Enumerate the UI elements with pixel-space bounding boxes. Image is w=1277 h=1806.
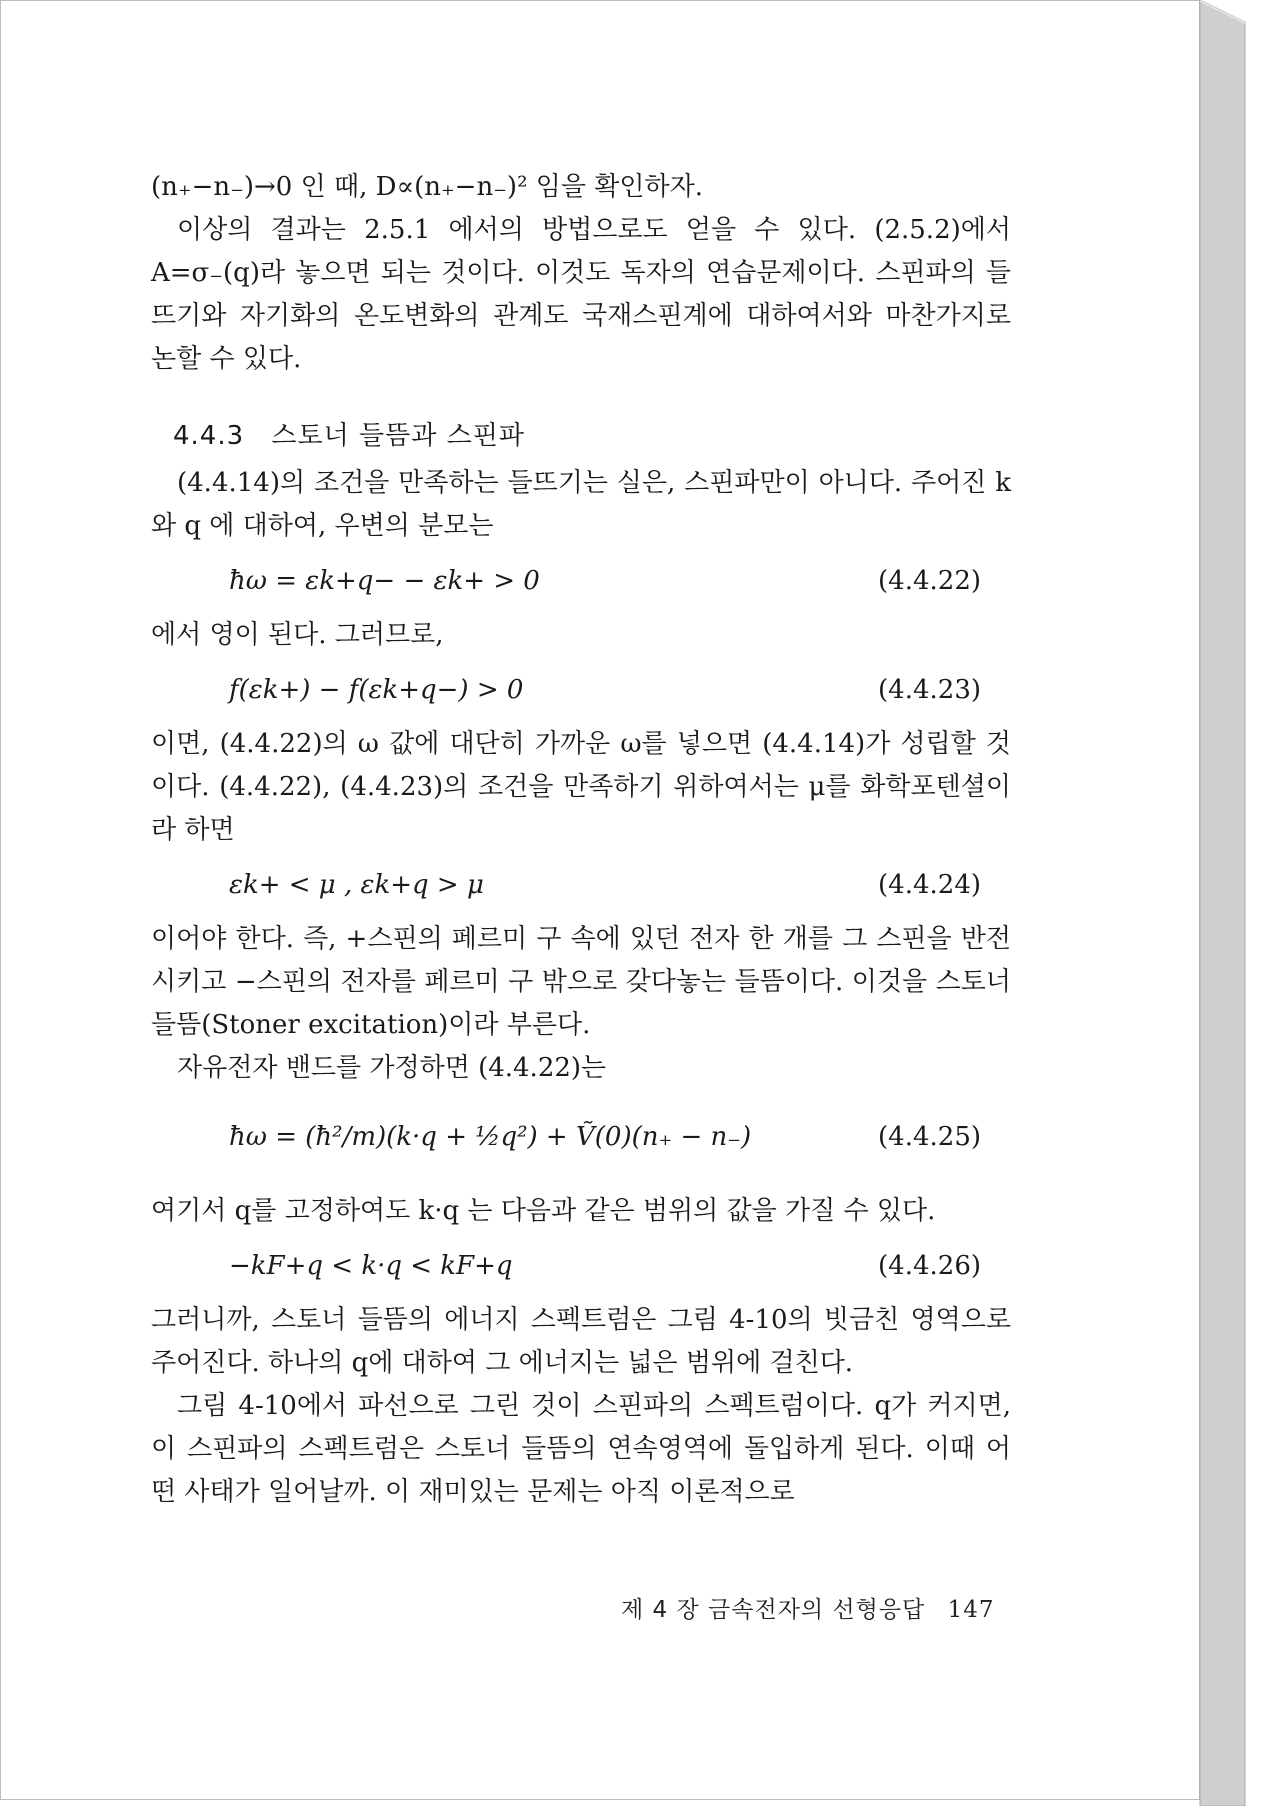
section-heading [173, 415, 1011, 458]
equation-4-4-26 [151, 1237, 1011, 1295]
page-top-edge [1200, 0, 1245, 24]
equation-number: (4.4.23) [878, 675, 981, 705]
paragraph-1: (n₊−n₋)→0 인 때, D∝(n₊−n₋)² 임을 확인하자. [151, 172, 703, 202]
page-side-shadow [1200, 0, 1245, 1806]
equation-expression: f(εk+) − f(εk+q−) > 0 [229, 675, 524, 705]
page-content [151, 166, 1011, 1514]
equation-expression: ħω = (ħ²/m)(k·q + ½q²) + Ṽ(0)(n₊ − n₋) [229, 1122, 752, 1152]
equation-expression: εk+ < μ , εk+q > μ [229, 870, 484, 900]
paragraph-6: 이어야 한다. 즉, +스핀의 페르미 구 속에 있던 전자 한 개를 그 스핀을 반전시키고 −스핀의 전자를 페르미 구 밖으로 갖다놓는 들뜸이다. 이것을 스토너 들뜸(Stoner excitation)이라 부른다. [151, 924, 1011, 1040]
equation-4-4-24 [151, 856, 1011, 914]
paragraph-8: 여기서 q를 고정하여도 k·q 는 다음과 같은 범위의 값을 가질 수 있다. [151, 1196, 936, 1226]
equation-number: (4.4.22) [878, 566, 981, 596]
equation-number: (4.4.25) [878, 1122, 981, 1152]
page-number: 147 [947, 1597, 995, 1623]
equation-number: (4.4.24) [878, 870, 981, 900]
equation-4-4-23 [151, 661, 1011, 719]
paragraph-10: 그림 4-10에서 파선으로 그린 것이 스핀파의 스펙트럼이다. q가 커지면, 이 스핀파의 스펙트럼은 스토너 들뜸의 연속영역에 돌입하게 된다. 이때 어떤 사태가 일어날까. 이 재미있는 문제는 아직 이론적으로 [151, 1391, 1011, 1507]
paragraph-2: 이상의 결과는 2.5.1 에서의 방법으로도 얻을 수 있다. (2.5.2)에서 A=σ₋(q)라 놓으면 되는 것이다. 이것도 독자의 연습문제이다. 스핀파의 들뜨기와 자기화의 온도변화의 관계도 국재스핀계에 대하여서와 마찬가지로 논할 수 있다. [151, 215, 1011, 374]
paragraph-5: 이면, (4.4.22)의 ω 값에 대단히 가까운 ω를 넣으면 (4.4.14)가 성립할 것이다. (4.4.22), (4.4.23)의 조건을 만족하기 위하여서는 μ를 화학포텐셜이라 하면 [151, 729, 1011, 845]
equation-expression: −kF+q < k·q < kF+q [229, 1251, 513, 1281]
paragraph-4: 에서 영이 된다. 그러므로, [151, 620, 444, 650]
equation-4-4-25 [151, 1094, 1011, 1186]
page-footer [621, 1591, 995, 1624]
equation-number: (4.4.26) [878, 1251, 981, 1281]
equation-4-4-22 [151, 552, 1011, 610]
section-number: 4.4.3 [173, 421, 245, 451]
paragraph-3: (4.4.14)의 조건을 만족하는 들뜨기는 실은, 스핀파만이 아니다. 주어진 k 와 q 에 대하여, 우변의 분모는 [151, 468, 1011, 541]
equation-expression: ħω = εk+q− − εk+ > 0 [229, 566, 540, 596]
section-title: 스토너 들뜸과 스핀파 [271, 421, 525, 451]
paragraph-7: 자유전자 밴드를 가정하면 (4.4.22)는 [177, 1053, 607, 1083]
paragraph-9: 그러니까, 스토너 들뜸의 에너지 스펙트럼은 그림 4-10의 빗금친 영역으로 주어진다. 하나의 q에 대하여 그 에너지는 넓은 범위에 걸친다. [151, 1305, 1011, 1378]
chapter-title: 제 4 장 금속전자의 선형응답 [621, 1597, 926, 1623]
